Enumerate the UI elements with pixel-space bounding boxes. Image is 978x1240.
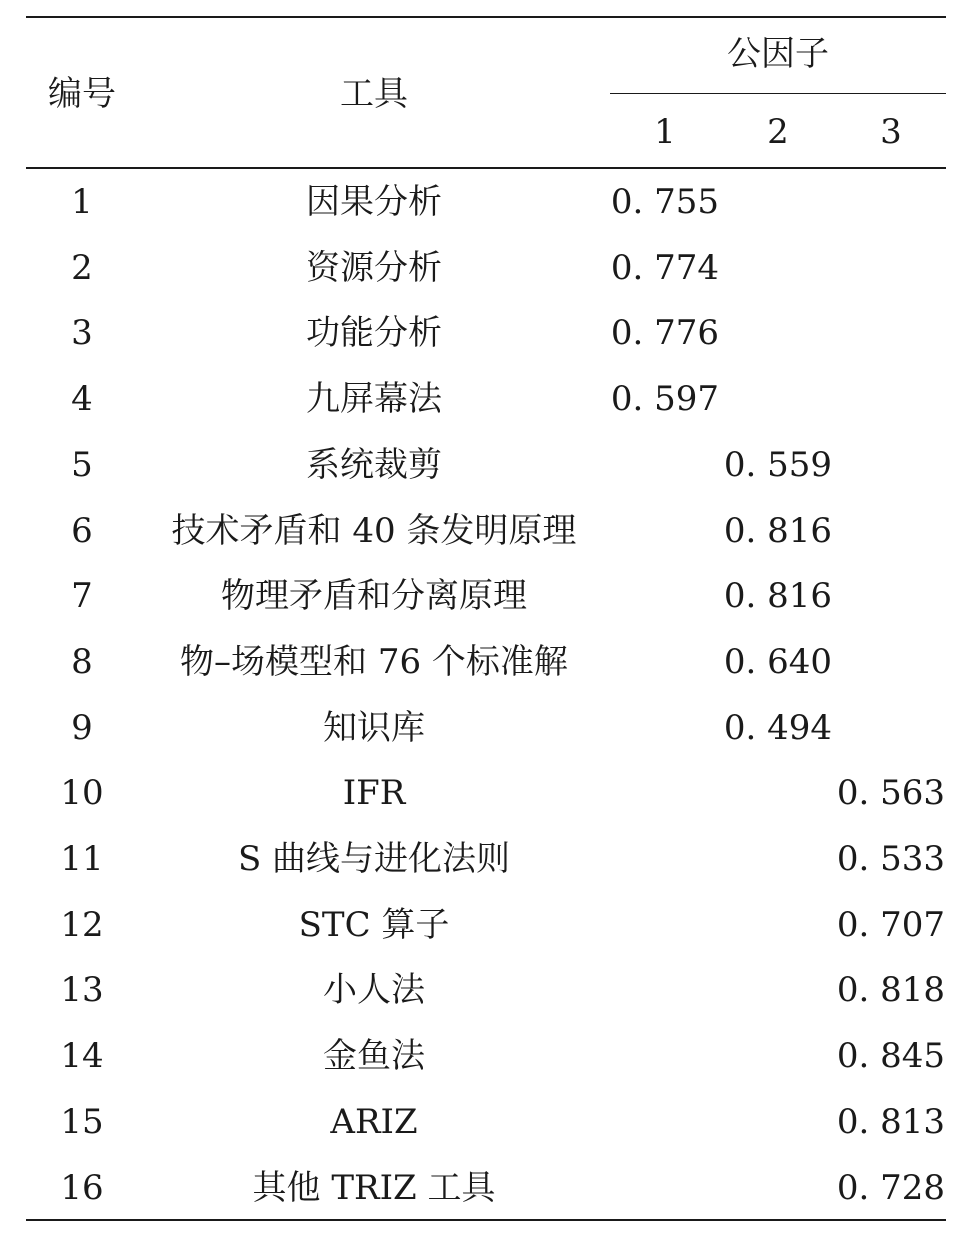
- row-number: 9: [71, 708, 93, 748]
- row-number: 15: [60, 1102, 104, 1142]
- row-tool: 物理矛盾和分离原理: [221, 576, 527, 616]
- table-top-rule: [26, 16, 946, 18]
- row-factor-2-loading: 0. 494: [723, 708, 833, 748]
- row-factor-3-loading: 0. 845: [836, 1036, 946, 1076]
- row-factor-1-loading: [610, 970, 720, 1010]
- row-number: 4: [71, 379, 93, 419]
- row-number: 8: [71, 642, 93, 682]
- row-factor-2-loading: [722, 182, 834, 222]
- row-tool: 资源分析: [306, 248, 442, 288]
- row-number: 11: [60, 839, 104, 879]
- header-factor-group: 公因子: [727, 34, 829, 74]
- row-number: 2: [71, 248, 93, 288]
- row-tool: 其他 TRIZ 工具: [252, 1168, 496, 1208]
- row-factor-3-loading: 0. 813: [836, 1102, 946, 1142]
- row-factor-1-loading: 0. 774: [610, 248, 720, 288]
- header-factor-1: 1: [654, 112, 676, 152]
- row-tool: 因果分析: [306, 182, 442, 222]
- row-number: 6: [71, 511, 93, 551]
- row-tool: IFR: [342, 773, 406, 813]
- row-factor-1-loading: [610, 839, 720, 879]
- row-factor-2-loading: [722, 248, 834, 288]
- row-tool: 九屏幕法: [306, 379, 442, 419]
- factor-header-rule: [610, 93, 946, 94]
- row-factor-3-loading: 0. 563: [836, 773, 946, 813]
- table-bottom-rule: [26, 1219, 946, 1221]
- row-factor-1-loading: [610, 1168, 720, 1208]
- row-number: 10: [60, 773, 104, 813]
- header-factor-3: 3: [880, 112, 902, 152]
- row-factor-2-loading: 0. 816: [723, 576, 833, 616]
- row-number: 12: [60, 905, 104, 945]
- row-factor-2-loading: 0. 816: [723, 511, 833, 551]
- header-factor-2: 2: [767, 112, 789, 152]
- row-tool: 系统裁剪: [306, 445, 442, 485]
- row-factor-3-loading: [836, 708, 946, 748]
- row-factor-1-loading: 0. 755: [610, 182, 720, 222]
- row-factor-2-loading: [722, 1168, 834, 1208]
- row-factor-1-loading: [610, 905, 720, 945]
- row-number: 16: [60, 1168, 104, 1208]
- row-factor-3-loading: [836, 313, 946, 353]
- row-number: 13: [60, 970, 104, 1010]
- row-factor-2-loading: [722, 773, 834, 813]
- row-tool: 小人法: [323, 970, 425, 1010]
- row-factor-1-loading: [610, 576, 720, 616]
- row-factor-2-loading: [722, 313, 834, 353]
- row-tool: 技术矛盾和 40 条发明原理: [171, 511, 577, 551]
- row-number: 7: [71, 576, 93, 616]
- row-tool: 知识库: [323, 708, 425, 748]
- row-factor-1-loading: [610, 1036, 720, 1076]
- row-number: 3: [71, 313, 93, 353]
- row-factor-1-loading: 0. 597: [610, 379, 720, 419]
- row-factor-2-loading: 0. 640: [723, 642, 833, 682]
- row-number: 5: [71, 445, 93, 485]
- row-factor-1-loading: [610, 445, 720, 485]
- header-number: 编号: [48, 74, 116, 114]
- row-factor-3-loading: [836, 576, 946, 616]
- header-tool: 工具: [340, 74, 408, 114]
- row-tool: 金鱼法: [323, 1036, 425, 1076]
- header-bottom-rule: [26, 167, 946, 169]
- row-tool: 功能分析: [306, 313, 442, 353]
- row-factor-1-loading: [610, 773, 720, 813]
- row-factor-2-loading: [722, 839, 834, 879]
- row-factor-3-loading: 0. 728: [836, 1168, 946, 1208]
- row-factor-3-loading: 0. 818: [836, 970, 946, 1010]
- row-factor-2-loading: [722, 905, 834, 945]
- row-tool: S 曲线与进化法则: [237, 839, 511, 879]
- row-factor-3-loading: [836, 379, 946, 419]
- row-factor-2-loading: [722, 970, 834, 1010]
- row-factor-1-loading: [610, 708, 720, 748]
- row-factor-2-loading: 0. 559: [723, 445, 833, 485]
- row-factor-3-loading: 0. 533: [836, 839, 946, 879]
- row-factor-2-loading: [722, 1036, 834, 1076]
- row-tool: ARIZ: [330, 1102, 418, 1142]
- row-factor-1-loading: 0. 776: [610, 313, 720, 353]
- row-tool: STC 算子: [298, 905, 450, 945]
- row-factor-3-loading: [836, 511, 946, 551]
- row-factor-2-loading: [722, 1102, 834, 1142]
- row-factor-2-loading: [722, 379, 834, 419]
- row-factor-1-loading: [610, 642, 720, 682]
- row-factor-3-loading: [836, 248, 946, 288]
- row-number: 1: [71, 182, 93, 222]
- row-factor-3-loading: [836, 445, 946, 485]
- row-tool: 物–场模型和 76 个标准解: [180, 642, 568, 682]
- row-factor-3-loading: 0. 707: [836, 905, 946, 945]
- row-factor-3-loading: [836, 642, 946, 682]
- row-factor-3-loading: [836, 182, 946, 222]
- row-number: 14: [60, 1036, 104, 1076]
- row-factor-1-loading: [610, 1102, 720, 1142]
- row-factor-1-loading: [610, 511, 720, 551]
